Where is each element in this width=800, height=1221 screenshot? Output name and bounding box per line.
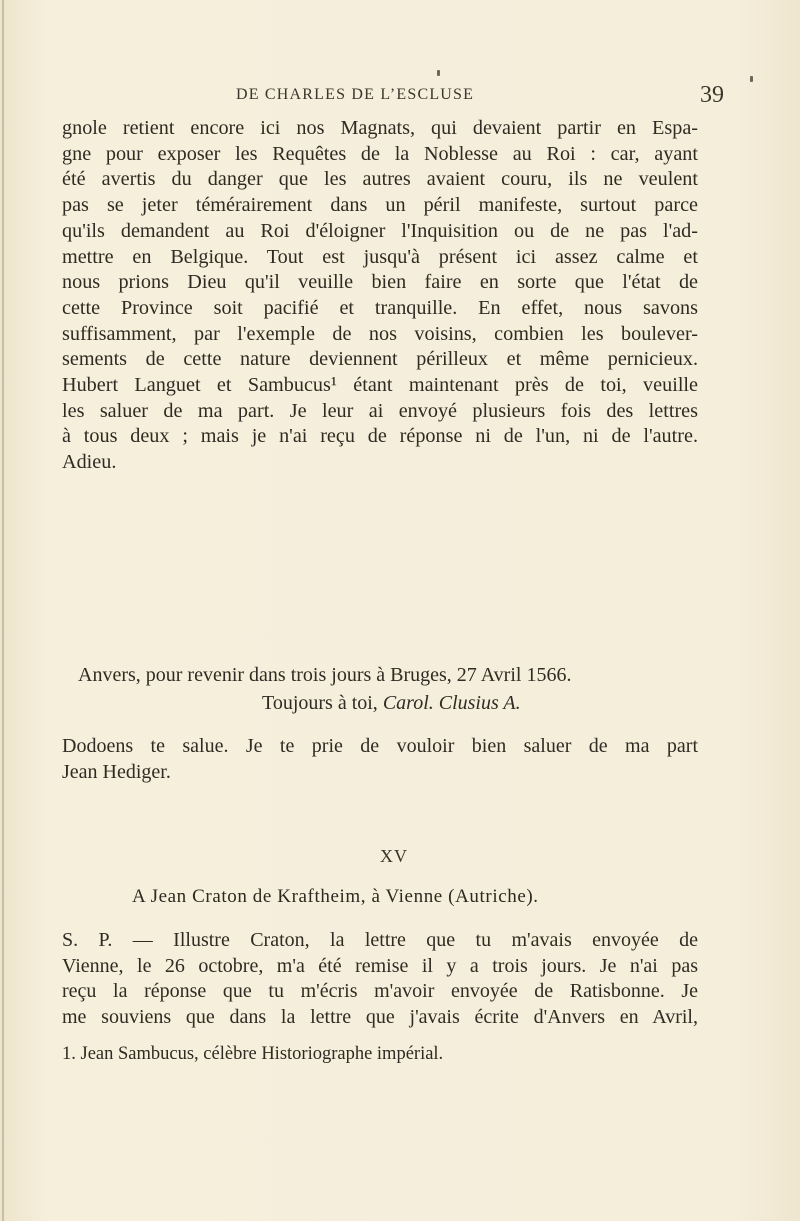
text-line: mettre en Belgique. Tout est jusqu'à présent ici assez calme et [62,245,698,268]
dateline: Anvers, pour revenir dans trois jours à Bruges, 27 Avril 1566. [78,664,572,686]
text-line: qu'ils demandent au Roi d'éloigner l'Inquisition ou de ne pas l'ad- [62,219,698,242]
signature-name: Carol. Clusius A. [382,692,521,714]
signature [262,692,521,715]
text-line: Adieu. [62,451,117,474]
text-line: les saluer de ma part. Je leur ai envoyé plusieurs fois des lettres [62,399,698,422]
text-line: Vienne, le 26 octobre, m'a été remise il y a trois jours. Je n'ai pas [62,954,698,977]
text-line: Jean Hediger. [62,760,171,783]
text-line: pas se jeter témérairement dans un péril manifeste, surtout parce [62,194,698,217]
signature-prefix: Toujours à toi, [262,692,378,714]
text-line: à tous deux ; mais je n'ai reçu de réponse ni de l'un, ni de l'autre. [62,425,698,448]
section-body [62,928,698,1031]
letter-body [62,116,698,476]
text-line: me souviens que dans la lettre que j'avais écrite d'Anvers en Avril, [62,1006,698,1029]
text-line: Dodoens te salue. Je te prie de vouloir bien saluer de ma part [62,735,698,757]
letter-heading: A Jean Craton de Kraftheim, à Vienne (Autriche). [132,886,539,907]
page-number: 39 [700,82,724,108]
ink-speck [437,70,440,76]
text-line: sements de cette nature deviennent périlleux et même pernicieux. [62,348,698,371]
text-line: suffisamment, par l'exemple de nos voisins, combien les boulever- [62,322,698,345]
text-line: nous prions Dieu qu'il veuille bien faire en sorte que l'état de [62,271,698,294]
text-line: gne pour exposer les Requêtes de la Noblesse au Roi : car, ayant [62,142,698,165]
running-head-title: DE CHARLES DE L’ESCLUSE [236,86,475,103]
page-spine-edge [2,0,4,1221]
text-line: reçu la réponse que tu m'écris m'avoir envoyée de Ratisbonne. Je [62,980,698,1003]
footnote: 1. Jean Sambucus, célèbre Historiographe impérial. [62,1044,444,1064]
postscript [62,734,698,785]
text-line: Hubert Languet et Sambucus¹ étant maintenant près de toi, veuille [62,374,698,397]
text-line: été avertis du danger que les autres avaient couru, ils ne veulent [62,168,698,191]
running-head [0,82,800,114]
ink-speck [750,76,753,82]
text-line: cette Province soit pacifié et tranquille. En effet, nous savons [62,296,698,319]
text-line: gnole retient encore ici nos Magnats, qui devaient partir en Espa- [62,117,698,139]
section-number: XV [380,846,408,866]
text-line: S. P. — Illustre Craton, la lettre que tu m'avais envoyée de [62,929,698,951]
